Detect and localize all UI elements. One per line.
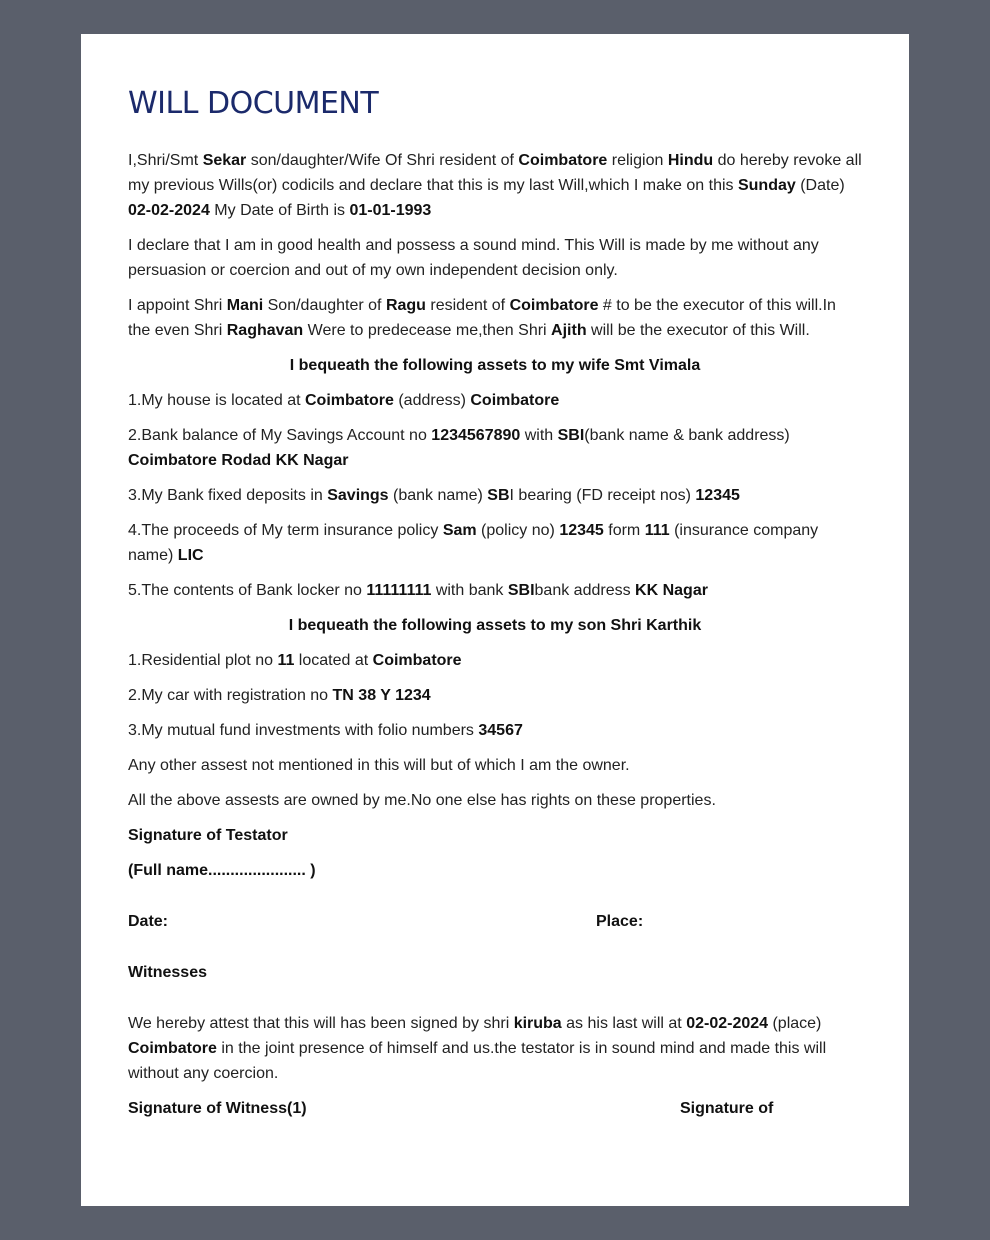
other-assets-clause: Any other assest not mentioned in this will but of which I am the owner. — [128, 757, 630, 774]
wife-bequest-heading: I bequeath the following assets to my wife Smt Vimala — [289, 357, 701, 374]
intro-paragraph: I,Shri/Smt Sekar son/daughter/Wife Of Shri resident of Coimbatore religion Hindu do hereby revoke all my previous Wills(or) codicils and declare that this is my last Will,which I make on this Sunday (Date) 02-02-2024 My Date of Birth is 01-01-1993 — [128, 152, 862, 219]
full-name-label: (Full name...................... ) — [128, 862, 316, 879]
date-label: Date: — [128, 913, 169, 930]
page-title: WILL DOCUMENT — [128, 86, 379, 121]
witness2-signature-label: Signature of — [680, 1100, 774, 1117]
witnesses-label: Witnesses — [128, 964, 207, 981]
date-place-row — [128, 909, 862, 934]
witness1-signature-label: Signature of Witness(1) — [128, 1100, 307, 1117]
son-asset-2: 2.My car with registration no TN 38 Y 1234 — [128, 687, 431, 704]
son-asset-1: 1.Residential plot no 11 located at Coimbatore — [128, 652, 462, 669]
wife-asset-5: 5.The contents of Bank locker no 11111111 with bank SBIbank address KK Nagar — [128, 582, 708, 599]
executor-paragraph: I appoint Shri Mani Son/daughter of Ragu resident of Coimbatore # to be the executor of this will.In the even Shri Raghavan Were to predecease me,then Shri Ajith will be the executor of this Will. — [128, 297, 836, 339]
wife-asset-3: 3.My Bank fixed deposits in Savings (bank name) SBI bearing (FD receipt nos) 12345 — [128, 487, 740, 504]
testator-signature-label: Signature of Testator — [128, 827, 288, 844]
place-label: Place: — [596, 913, 644, 930]
witness-signature-row — [128, 1096, 862, 1121]
wife-asset-1: 1.My house is located at Coimbatore (address) Coimbatore — [128, 392, 560, 409]
son-asset-3: 3.My mutual fund investments with folio numbers 34567 — [128, 722, 523, 739]
ownership-clause: All the above assests are owned by me.No one else has rights on these properties. — [128, 792, 716, 809]
attestation-paragraph: We hereby attest that this will has been signed by shri kiruba as his last will at 02-02-2024 (place) Coimbatore in the joint presence of himself and us.the testator is in sound mind and made this will without any coercion. — [128, 1015, 827, 1082]
document-page — [81, 34, 909, 1206]
son-bequest-heading: I bequeath the following assets to my son Shri Karthik — [288, 617, 702, 634]
wife-asset-4: 4.The proceeds of My term insurance policy Sam (policy no) 12345 form 111 (insurance company name) LIC — [128, 522, 819, 564]
health-declaration: I declare that I am in good health and possess a sound mind. This Will is made by me without any persuasion or coercion and out of my own independent decision only. — [128, 237, 819, 279]
wife-asset-2: 2.Bank balance of My Savings Account no 1234567890 with SBI(bank name & bank address) Coimbatore Rodad KK Nagar — [128, 427, 790, 469]
